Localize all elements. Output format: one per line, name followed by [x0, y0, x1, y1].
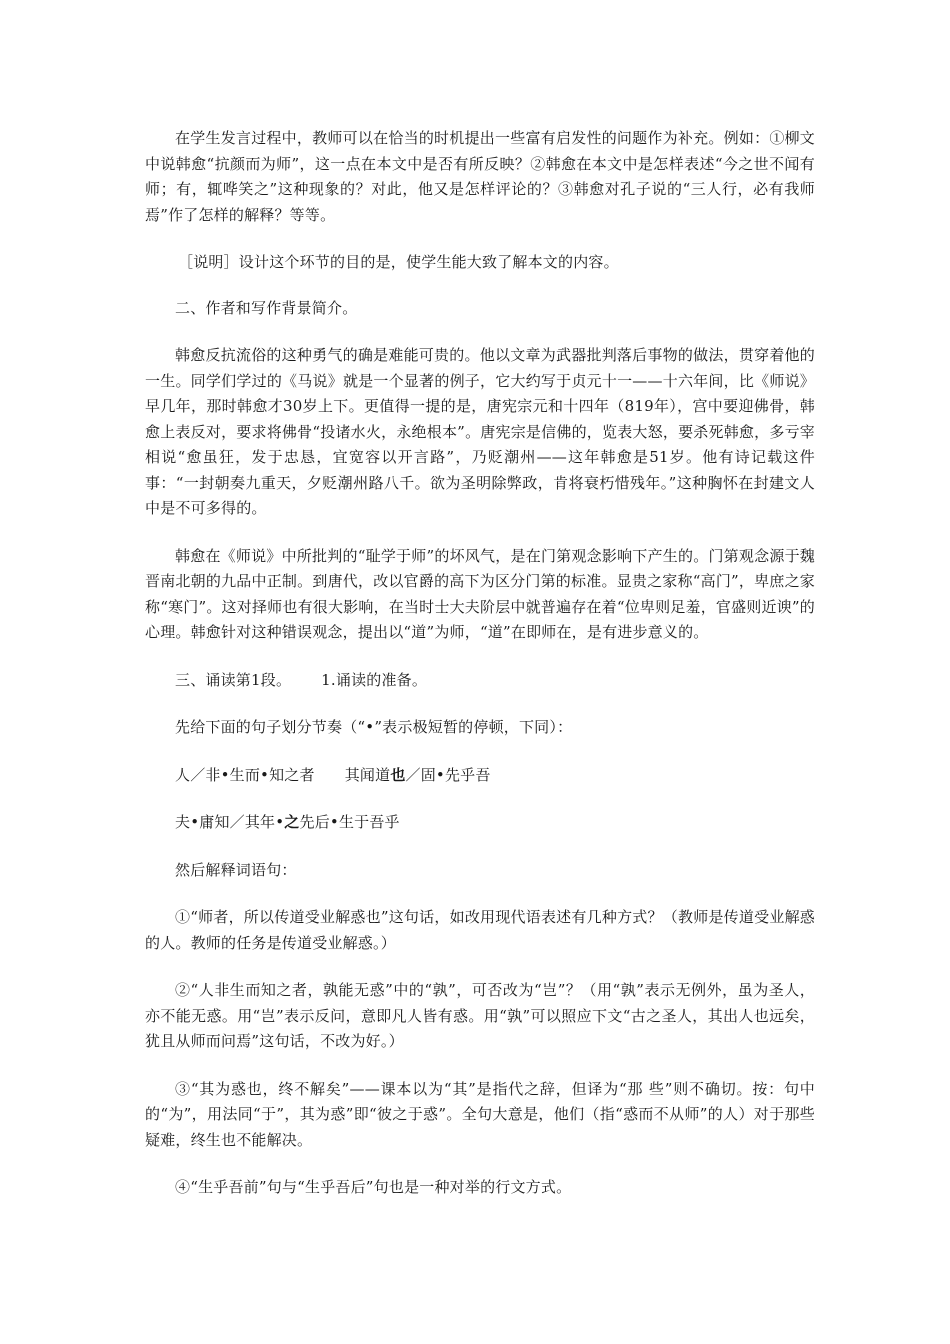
- paragraph-item-4: ④“生乎吾前”句与“生乎吾后”句也是一种对举的行文方式。: [175, 1178, 572, 1196]
- rhythm-example-a: 人／非•生而•知之者: [175, 765, 315, 784]
- rhythm-example-b-part1: 其闻道: [344, 765, 391, 784]
- section-heading-author-background: 二、作者和写作背景简介。: [175, 298, 358, 317]
- paragraph-rhythm-intro: 先给下面的句子划分节奏（“•”表示极短暂的停顿，下同）：: [175, 718, 573, 736]
- paragraph-item-1: ①“师者，所以传道受业解惑也”这句话，如改用现代语表述有几种方式？（教师是传道受业解惑的人。教师的任务是传道受业解惑。）: [145, 908, 815, 952]
- recitation-heading: 三、诵读第1段。: [175, 670, 292, 689]
- rhythm-example-line-2: [145, 810, 815, 836]
- paragraph-item-3: ③“其为惑也，终不解矣”——课本以为“其”是指代之辞，但译为“那 些”则不确切。按：句中的“为”，用法同“于”，其为惑”即“彼之于惑”。全句大意是，他们（指“惑而不从师”的人）对于那些疑难，终生也不能解决。: [145, 1079, 815, 1149]
- paragraph-family-status: 韩愈在《师说》中所批判的“耻学于师”的坏风气，是在门第观念影响下产生的。门第观念源于魏晋南北朝的九品中正制。到唐代，改以官爵的高下为区分门第的标准。显贵之家称“高门”，卑庶之家称“寒门”。这对择师也有很大影响，在当时士大夫阶层中就普遍存在着“位卑则足羞，官盛则近谀”的心理。韩愈针对这种错误观念，提出以“道”为师，“道”在即师在，是有进步意义的。: [145, 546, 815, 641]
- paragraph-han-yu-courage: 韩愈反抗流俗的这种勇气的确是难能可贵的。他以文章为武器批判落后事物的做法，贯穿着他的一生。同学们学过的《马说》就是一个显著的例子，它大约写于贞元十一——十六年间，比《师说》早几年，那时韩愈才30岁上下。更值得一提的是，唐宪宗元和十四年（819年），宫中要迎佛骨，韩愈上表反对，要求将佛骨“投诸水火，永绝根本”。唐宪宗是信佛的，览表大怒，要杀死韩愈，多亏宰相说“愈虽狂，发于忠恳，宜宽容以开言路”，乃贬潮州——这年韩愈是51岁。他有诗记载这件事：“一封朝奏九重天，夕贬潮州路八千。欲为圣明除弊政，肯将衰朽惜残年。”这种胸怀在封建文人中是不可多得的。: [145, 346, 815, 517]
- rhythm-example-c-part1: 夫•庸知／其年•: [175, 813, 285, 831]
- rhythm-example-line-1: [145, 763, 815, 789]
- paragraph-explain-words-intro: 然后解释词语句：: [175, 860, 297, 879]
- document-page: [145, 126, 815, 1201]
- paragraph-teacher-questions: 在学生发言过程中，教师可以在恰当的时机提出一些富有启发性的问题作为补充。例如：①柳文中说韩愈“抗颜而为师”，这一点在本文中是否有所反映？②韩愈在本文中是怎样表述“今之世不闻有师；有，辄哗笑之”这种现象的？对此，他又是怎样评论的？③韩愈对孔子说的“三人行，必有我师焉”作了怎样的解释？等等。: [145, 129, 815, 224]
- rhythm-example-c-bold: 之: [284, 813, 300, 831]
- rhythm-example-c-part2: 先后•生于吾乎: [299, 813, 400, 831]
- rhythm-example-b-part2: ／固•先乎吾: [405, 765, 491, 784]
- recitation-subheading: 1.诵读的准备。: [321, 670, 428, 689]
- paragraph-item-2: ②“人非生而知之者，孰能无惑”中的“孰”，可否改为“岂”？（用“孰”表示无例外，虽为圣人，亦不能无惑。用“岂”表示反问，意即凡人皆有惑。用“孰”可以照应下文“古之圣人，其出人也远矣，犹且从师而问焉”这句话，不改为好。）: [145, 981, 815, 1050]
- paragraph-explanation-note: ［说明］设计这个环节的目的是，使学生能大致了解本文的内容。: [178, 253, 619, 271]
- section-heading-recitation: [145, 668, 815, 694]
- rhythm-example-b-bold: 也: [390, 765, 406, 784]
